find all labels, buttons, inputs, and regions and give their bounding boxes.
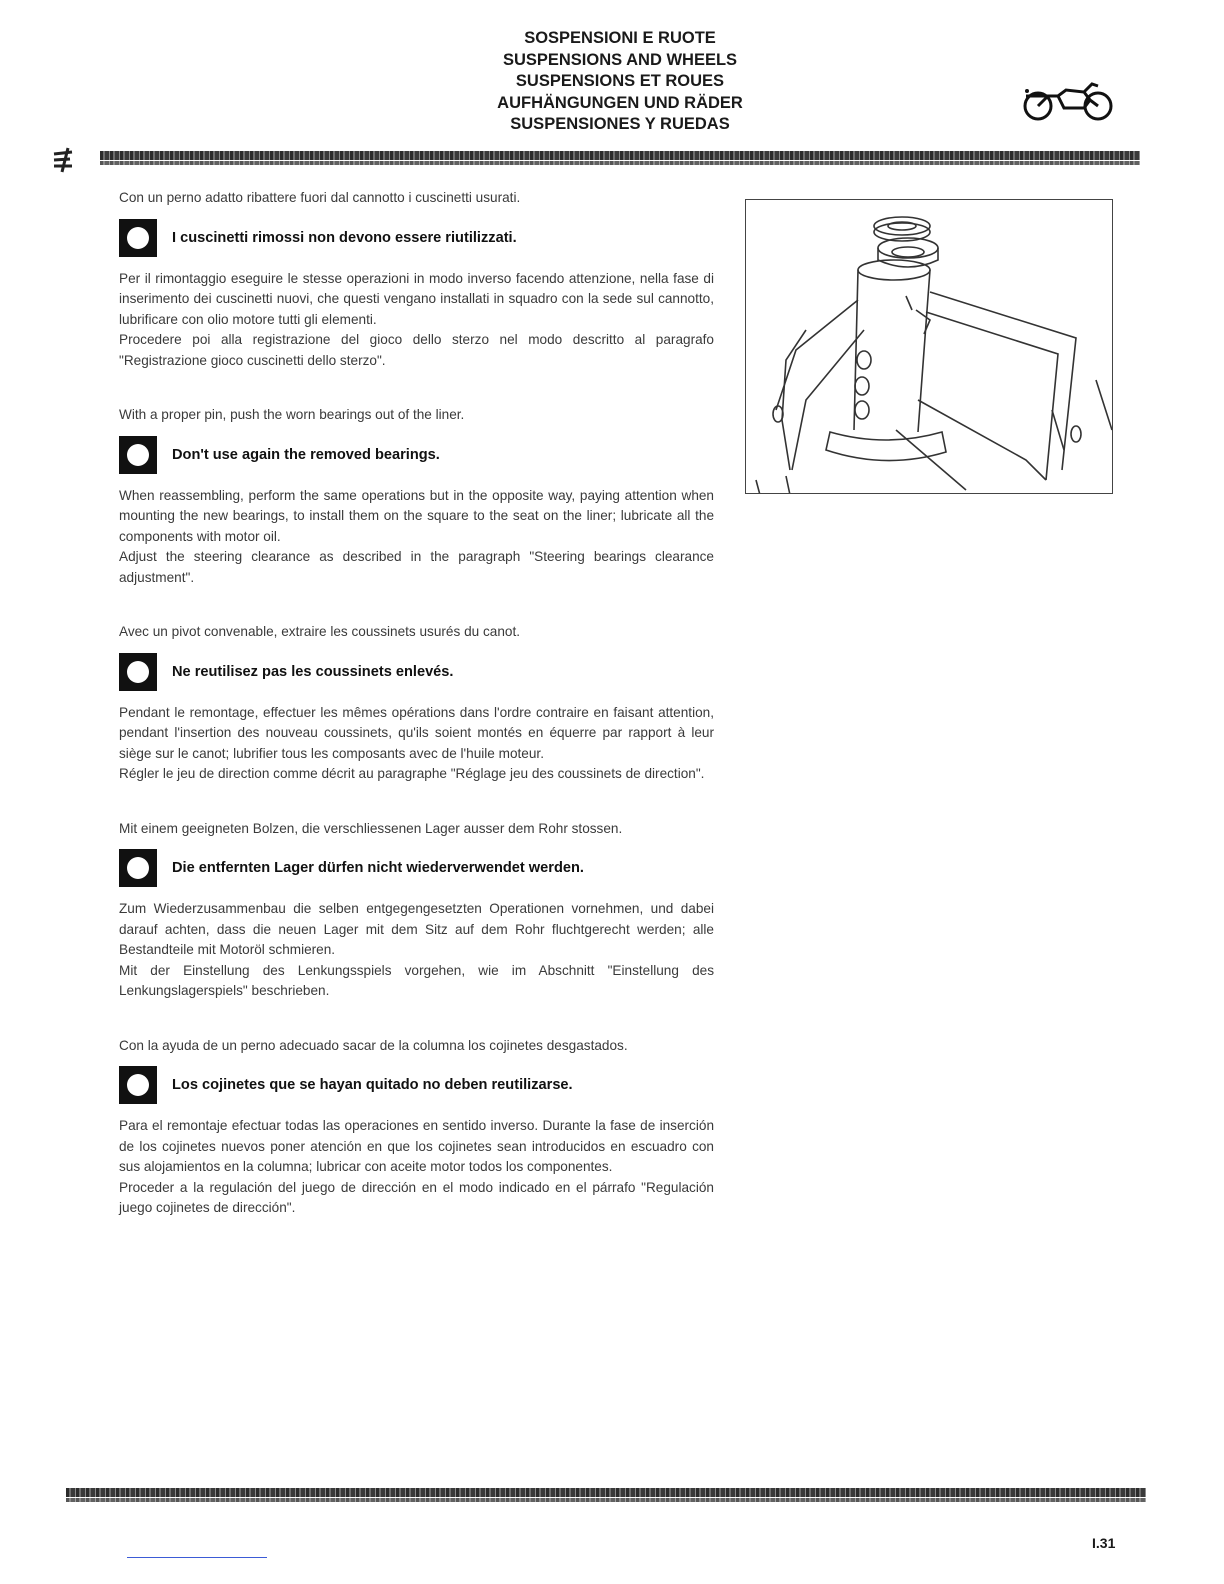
- header-title-en: SUSPENSIONS AND WHEELS: [502, 50, 738, 69]
- header-title-fr: SUSPENSIONS ET ROUES: [515, 72, 725, 90]
- intro-text: Con un perno adatto ribattere fuori dal cannotto i cuscinetti usurati.: [119, 190, 521, 205]
- body-text-2: Régler le jeu de direction comme décrit au paragraphe "Réglage jeu des coussinets de direction".: [119, 766, 705, 781]
- warning-note: [119, 652, 714, 692]
- chapter-marker-icon: [50, 146, 80, 176]
- body-text: Para el remontaje efectuar todas las operaciones en sentido inverso. Durante la fase de inserción de los cojinetes nuevos poner atención en que los cojinetes sean introducidos en escuadro con sus alojamientos en la columna; lubricar con aceite motor todos los componentes.: [119, 1118, 714, 1174]
- steering-bearing-illustration: [745, 199, 1113, 494]
- warning-note: [119, 435, 714, 475]
- warning-text: Ne reutilisez pas les coussinets enlevés.: [172, 663, 454, 680]
- intro-text: Avec un pivot convenable, extraire les coussinets usurés du canot.: [119, 624, 520, 639]
- body-text-2: Adjust the steering clearance as described in the paragraph "Steering bearings clearance adjustment".: [119, 549, 714, 585]
- header-divider: [100, 151, 1140, 160]
- frame-drawing: [746, 200, 1113, 494]
- header-divider-thin: [100, 161, 1140, 165]
- section-french: [119, 622, 714, 785]
- header-title-it: SOSPENSIONI E RUOTE: [524, 29, 716, 47]
- warning-note: [119, 1065, 714, 1105]
- body-text: When reassembling, perform the same operations but in the opposite way, paying attention when mounting the new bearings, to install them on the square to the seat on the liner; lubricate all the components with motor oil.: [119, 487, 714, 544]
- page-number: I.31: [1092, 1535, 1116, 1551]
- warning-icon: [119, 219, 157, 257]
- header-title-es: SUSPENSIONES Y RUEDAS: [510, 115, 730, 133]
- body-text-2: Mit der Einstellung des Lenkungsspiels vorgehen, wie im Abschnitt "Einstellung des Lenkungslagerspiels" beschrieben.: [119, 962, 714, 998]
- body-text-2: Proceder a la regulación del juego de dirección en el modo indicado en el párrafo "Regulación juego cojinetes de dirección".: [119, 1179, 714, 1215]
- warning-text: Los cojinetes que se hayan quitado no deben reutilizarse.: [172, 1077, 573, 1093]
- footer-divider-thin: [66, 1498, 1146, 1502]
- link-underline: [127, 1557, 267, 1558]
- section-italian: [119, 188, 714, 371]
- body-text-2: Procedere poi alla registrazione del gioco dello sterzo nel modo descritto al paragrafo "Registrazione gioco cuscinetti dello sterzo".: [119, 332, 714, 368]
- warning-icon: [119, 436, 157, 474]
- instructions-column: [119, 188, 714, 1253]
- footer-divider: [66, 1488, 1146, 1497]
- warning-icon: [119, 849, 157, 887]
- section-english: [119, 405, 714, 588]
- section-spanish: [119, 1036, 714, 1219]
- intro-text: With a proper pin, push the worn bearings out of the liner.: [119, 407, 465, 422]
- body-text: Per il rimontaggio eseguire le stesse operazioni in modo inverso facendo attenzione, nella fase di inserimento dei cuscinetti nuovi, che questi vengano installati in squadro con la sede sul cannotto, lubrificare con olio motore tutti gli elementi.: [119, 270, 714, 327]
- header-title-de: AUFHÄNGUNGEN UND RÄDER: [497, 93, 743, 112]
- intro-text: Con la ayuda de un perno adecuado sacar de la columna los cojinetes desgastados.: [119, 1037, 628, 1053]
- warning-icon: [119, 653, 157, 691]
- warning-note: [119, 218, 714, 258]
- warning-text: Die entfernten Lager dürfen nicht wiederverwendet werden.: [172, 860, 584, 876]
- body-text: Pendant le remontage, effectuer les mêmes opérations dans l'ordre contraire en faisant attention, pendant l'insertion des nouveau coussinets, qu'ils soient montés en équerre par rapport à leur siège sur le canot; lubrifier tous les composants avec de l'huile moteur.: [119, 704, 714, 761]
- warning-text: Don't use again the removed bearings.: [172, 446, 440, 463]
- warning-note: [119, 848, 714, 888]
- motorcycle-icon: [1018, 78, 1118, 124]
- warning-text: I cuscinetti rimossi non devono essere riutilizzati.: [172, 229, 517, 246]
- body-text: Zum Wiederzusammenbau die selben entgegengesetzten Operationen vornehmen, und dabei darauf achten, dass die neuen Lager mit dem Sitz auf dem Rohr fluchtgerecht werden; alle Bestandteile mit Motoröl schmieren.: [119, 901, 714, 957]
- intro-text: Mit einem geeigneten Bolzen, die verschliessenen Lager ausser dem Rohr stossen.: [119, 820, 623, 836]
- warning-icon: [119, 1066, 157, 1104]
- page-header: [420, 28, 820, 136]
- section-german: [119, 819, 714, 1002]
